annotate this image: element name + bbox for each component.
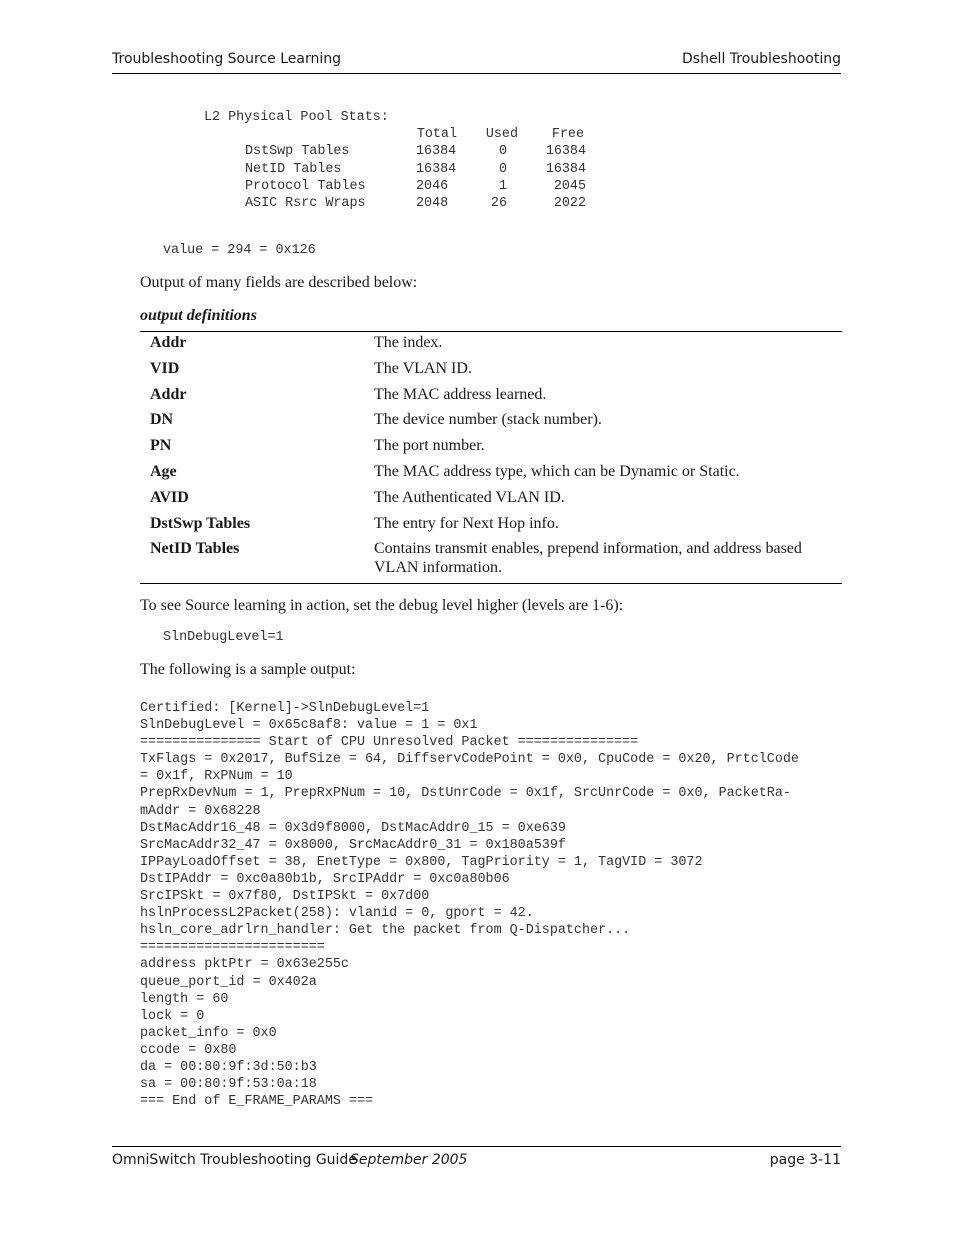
stats-row [204, 178, 586, 195]
definition-desc: The index. [374, 334, 443, 351]
definition-row [140, 410, 842, 436]
output-line: hslnProcessL2Packet(258): vlanid = 0, gport = 42. [140, 906, 534, 922]
definition-term: Addr [150, 334, 187, 351]
output-line: SrcIPSkt = 0x7f80, DstIPSkt = 0x7d00 [140, 889, 430, 905]
output-line: =============== Start of CPU Unresolved Packet =============== [140, 735, 639, 751]
stats-row [204, 161, 586, 178]
stats-row-free: 16384 [545, 161, 586, 177]
output-line: ccode = 0x80 [140, 1042, 237, 1058]
output-line: = 0x1f, RxPNum = 10 [140, 769, 293, 785]
stats-row-total: 16384 [416, 144, 457, 160]
definition-term: AVID [150, 488, 189, 506]
output-line: IPPayLoadOffset = 38, EnetType = 0x800, TagPriority = 1, TagVID = 3072 [140, 854, 703, 870]
stats-row [204, 195, 586, 212]
stats-row-name: NetID Tables [245, 161, 342, 177]
stats-row-used: 26 [490, 195, 507, 211]
output-line: SlnDebugLevel = 0x65c8af8: value = 1 = 0x1 [140, 718, 478, 734]
definition-term: DstSwp Tables [150, 514, 251, 532]
definition-desc: Contains transmit enables, prepend information, and address based VLAN information. [374, 540, 802, 577]
table-caption: output definitions [140, 307, 257, 324]
header-chapter-title: Dshell Troubleshooting [682, 51, 841, 67]
output-line: lock = 0 [140, 1008, 205, 1024]
definition-term: DN [150, 411, 174, 429]
definitions-table [140, 331, 842, 584]
footer-guide-title: OmniSwitch Troubleshooting Guide [112, 1152, 357, 1168]
definition-row [140, 333, 842, 359]
stats-row [204, 143, 586, 160]
stats-row-used: 1 [498, 178, 507, 194]
page-header [112, 51, 841, 74]
value-line: value = 294 = 0x126 [163, 243, 316, 258]
definition-row [140, 514, 842, 540]
footer-date: September 2005 [350, 1152, 468, 1168]
definition-term: Age [150, 462, 177, 480]
stats-row-free: 2045 [553, 178, 586, 194]
definition-term: Addr [150, 385, 187, 403]
output-line: DstMacAddr16_48 = 0x3d9f8000, DstMacAddr0_15 = 0xe639 [140, 820, 566, 836]
output-line: sa = 00:80:9f:53:0a:18 [140, 1077, 317, 1093]
stats-col-used: Used [485, 127, 518, 143]
sample-output-block [140, 700, 799, 1110]
definition-term: PN [150, 437, 172, 455]
output-line: length = 60 [140, 991, 229, 1007]
intro-paragraph: Output of many fields are described below: [140, 274, 418, 291]
definition-row [140, 462, 842, 488]
output-line: TxFlags = 0x2017, BufSize = 64, DiffservCodePoint = 0x0, CpuCode = 0x20, PrtclCode [140, 752, 799, 768]
output-line: da = 00:80:9f:3d:50:b3 [140, 1059, 317, 1075]
stats-row-free: 16384 [545, 144, 586, 160]
stats-row-name: ASIC Rsrc Wraps [245, 195, 366, 211]
output-line: === End of E_FRAME_PARAMS === [140, 1094, 374, 1110]
stats-row-total: 2048 [416, 195, 449, 211]
pool-stats-block [204, 109, 586, 212]
output-line: Certified: [Kernel]->SlnDebugLevel=1 [140, 701, 430, 716]
stats-row-name: DstSwp Tables [245, 144, 350, 160]
stats-col-free: Free [551, 127, 584, 143]
definition-term: NetID Tables [150, 540, 240, 558]
output-line: PrepRxDevNum = 1, PrepRxPNum = 10, DstUnrCode = 0x1f, SrcUnrCode = 0x0, PacketRa- [140, 786, 791, 802]
output-line: hsln_core_adrlrn_handler: Get the packet from Q-Dispatcher... [140, 923, 631, 939]
stats-title: L2 Physical Pool Stats: [204, 110, 389, 125]
debug-command: SlnDebugLevel=1 [163, 630, 284, 645]
definition-row [140, 385, 842, 411]
output-line: queue_port_id = 0x402a [140, 974, 317, 990]
definition-desc: The MAC address learned. [374, 385, 547, 403]
definition-row [140, 488, 842, 514]
definition-term: VID [150, 359, 180, 377]
output-line: mAddr = 0x68228 [140, 803, 261, 819]
output-line: packet_info = 0x0 [140, 1025, 277, 1041]
output-line: SrcMacAddr32_47 = 0x8000, SrcMacAddr0_31 = 0x180a539f [140, 837, 566, 853]
output-line: DstIPAddr = 0xc0a80b1b, SrcIPAddr = 0xc0a80b06 [140, 871, 510, 887]
definition-desc: The VLAN ID. [374, 359, 472, 377]
stats-row-total: 2046 [416, 178, 449, 194]
stats-col-total: Total [416, 127, 457, 143]
definition-row [140, 539, 842, 577]
page-number: page 3-11 [769, 1152, 841, 1168]
stats-row-used: 0 [498, 161, 507, 177]
sample-paragraph: The following is a sample output: [140, 661, 356, 678]
output-line: ======================= [140, 940, 325, 956]
page-footer [112, 1146, 841, 1168]
definition-desc: The device number (stack number). [374, 411, 602, 429]
stats-row-used: 0 [498, 144, 507, 160]
debug-paragraph: To see Source learning in action, set the debug level higher (levels are 1-6): [140, 597, 624, 614]
output-line: address pktPtr = 0x63e255c [140, 957, 349, 973]
header-section-title: Troubleshooting Source Learning [112, 51, 341, 67]
definition-desc: The Authenticated VLAN ID. [374, 488, 565, 506]
stats-row-total: 16384 [416, 161, 457, 177]
stats-row-free: 2022 [553, 195, 586, 211]
definition-desc: The port number. [374, 437, 485, 455]
definition-desc: The entry for Next Hop info. [374, 514, 559, 532]
definition-desc: The MAC address type, which can be Dynamic or Static. [374, 462, 740, 480]
definition-row [140, 359, 842, 385]
stats-row-name: Protocol Tables [245, 178, 366, 194]
definition-row [140, 436, 842, 462]
